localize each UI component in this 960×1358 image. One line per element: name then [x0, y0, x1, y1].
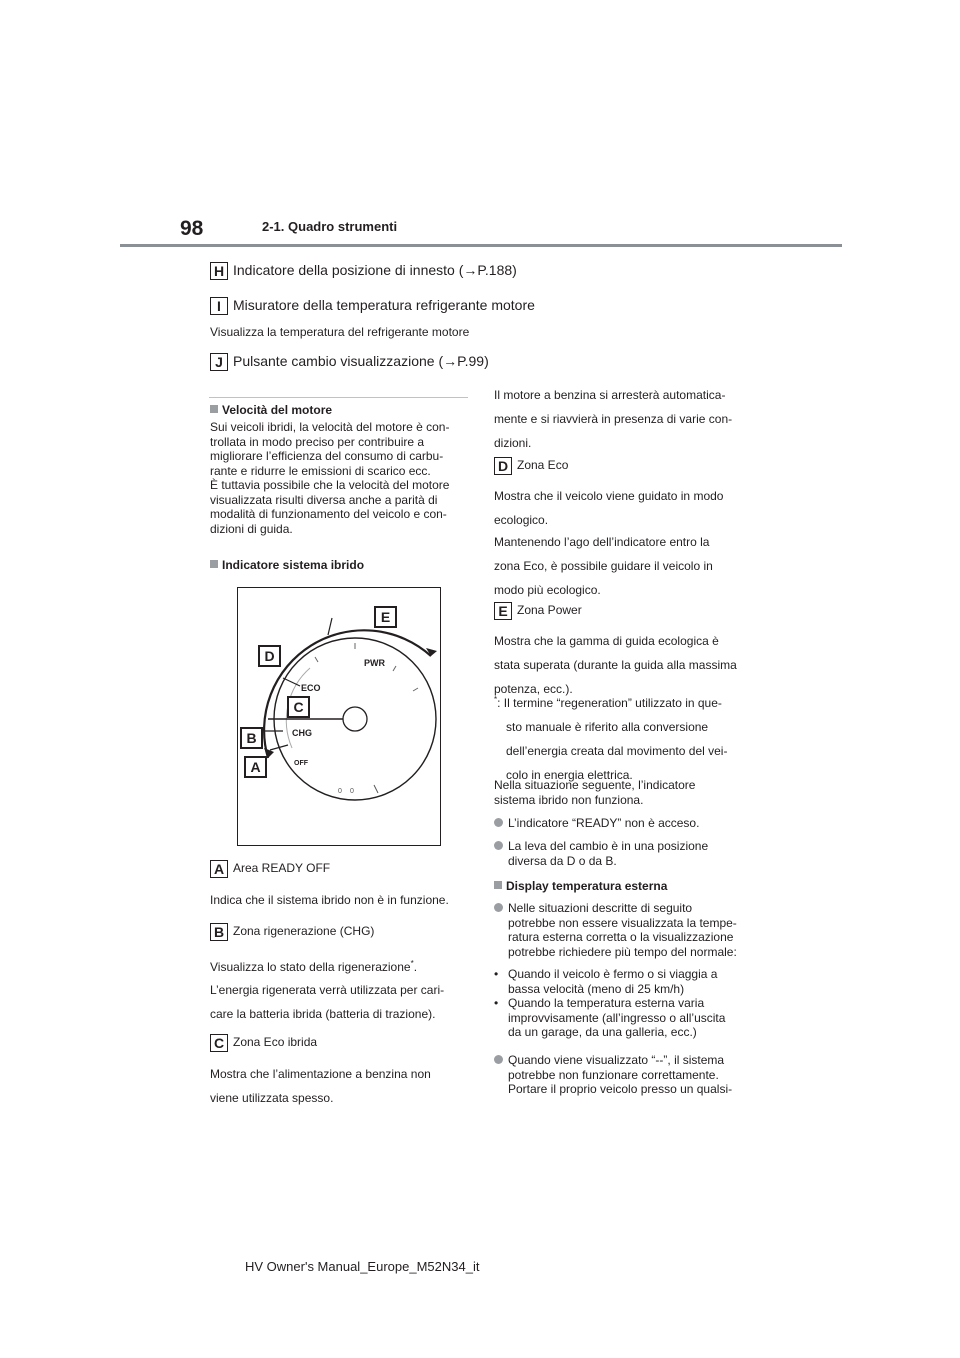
text-line: Nella situazione seguente, l’indicatore: [494, 778, 696, 792]
text-line: È tuttavia possibile che la velocità del motore: [210, 478, 450, 492]
text-line: visualizzata risulti diversa anche a parità di: [210, 492, 438, 507]
letter-box-h: H: [210, 262, 228, 280]
text-line: Portare il proprio veicolo presso un qualsi-: [508, 1082, 733, 1096]
text-line: colo in energia elettrica.: [506, 768, 633, 782]
text-line: sistema ibrido non funziona.: [494, 792, 644, 807]
item-j: [210, 353, 489, 371]
item-c: [210, 1034, 317, 1052]
text-line: La leva del cambio è in una posizione: [508, 839, 709, 853]
text-line: da un garage, da una galleria, ecc.): [508, 1025, 697, 1039]
text-line: Quando il veicolo è fermo o si viaggia a: [508, 967, 718, 981]
text-line: viene utilizzata spesso.: [210, 1091, 334, 1105]
bullet-dot-icon: [494, 818, 503, 827]
square-bullet-icon: [210, 560, 218, 568]
not-working-text: [494, 778, 695, 807]
bullet-dot-icon: [494, 903, 503, 912]
engine-speed-title: Velocità del motore: [222, 403, 333, 417]
item-d-label: Zona Eco: [517, 458, 569, 473]
text-line: potrebbe non funzionare correttamente.: [508, 1067, 719, 1082]
footer-manual-id: HV Owner's Manual_Europe_M52N34_it: [245, 1259, 480, 1274]
figure-label-d: D: [258, 645, 281, 667]
item-b-desc2: [210, 978, 444, 1026]
letter-box-b: B: [210, 923, 228, 941]
text-line: potrebbe richiedere più tempo del normale:: [508, 944, 737, 959]
text-line: Il motore a benzina si arresterà automatica-: [494, 388, 726, 402]
temp-bullet-2: [494, 1053, 732, 1097]
item-i-text: Misuratore della temperatura refrigerante motore: [233, 297, 535, 313]
engine-speed-body: [210, 420, 470, 536]
item-b: [210, 923, 374, 941]
text-line: stata superata (durante la guida alla massima: [494, 658, 737, 672]
text-line: dizioni.: [494, 436, 532, 450]
text-line: mente e si riavvierà in presenza di varie con-: [494, 412, 733, 426]
footnote: [494, 688, 727, 787]
text-line: trollata in modo preciso per contribuire a: [210, 434, 425, 449]
text-line: ecologico.: [494, 513, 549, 527]
text-line: rante e ridurre le emissioni di scarico ecc.: [210, 463, 431, 478]
header-rule: [120, 244, 842, 247]
section-divider: [209, 397, 468, 398]
item-h-text: Indicatore della posizione di innesto (→P.188): [233, 262, 517, 278]
svg-text:0: 0: [338, 788, 342, 795]
footnote-first-line: [494, 688, 727, 715]
page-number: 98: [180, 217, 204, 240]
engine-speed-heading: [210, 403, 332, 418]
item-c-label: Zona Eco ibrida: [233, 1035, 318, 1050]
text-line: improvvisamente (all’ingresso o all’uscita: [508, 1010, 726, 1025]
item-e: [494, 602, 582, 620]
temp-sub-1: • Quando il veicolo è fermo o si viaggia a bassa velocità (meno di 25 km/h): [494, 967, 718, 996]
hybrid-indicator-figure: [237, 587, 441, 846]
text-line: modalità di funzionamento del veicolo e con-: [210, 507, 447, 521]
item-a: [210, 860, 330, 878]
text-line: migliorare l’efficienza del consumo di carbu-: [210, 449, 444, 463]
letter-box-e: E: [494, 602, 512, 620]
text-line: : Il termine “regeneration” utilizzato in que-: [497, 696, 722, 710]
text-line: potrebbe non essere visualizzata la tempe-: [508, 915, 737, 930]
gauge-text-pwr: PWR: [364, 658, 385, 668]
hybrid-title: Indicatore sistema ibrido: [222, 558, 365, 572]
item-e-label: Zona Power: [517, 603, 582, 618]
text-line: ratura esterna corretta o la visualizzazione: [508, 930, 734, 944]
temp-sub-2: • Quando la temperatura esterna varia improvvisamente (all’ingresso o all’uscita da un garage, da una galleria, ecc.): [494, 996, 726, 1039]
bullet-ready: [494, 816, 699, 831]
text-line: Mostra che la gamma di guida ecologica è: [494, 634, 719, 648]
item-c-desc: [210, 1062, 431, 1110]
figure-label-e: E: [374, 606, 397, 628]
hybrid-heading: [210, 558, 364, 573]
square-bullet-icon: [494, 881, 502, 889]
text-line: L’energia rigenerata verrà utilizzata per cari-: [210, 983, 445, 997]
b-desc-text: Visualizza lo stato della rigenerazione: [210, 960, 411, 974]
figure-label-c: C: [287, 696, 310, 718]
text-line: Quando viene visualizzato “--”, il sistema: [508, 1053, 725, 1067]
text-line: care la batteria ibrida (batteria di trazione).: [210, 1007, 436, 1021]
text-line: diversa da D o da B.: [508, 853, 617, 868]
bullet-text: L’indicatore “READY” non è acceso.: [508, 816, 700, 830]
item-h: [210, 262, 517, 280]
figure-label-b: B: [240, 727, 263, 749]
bullet-dot-icon: [494, 841, 503, 850]
text-line: Mostra che l’alimentazione a benzina non: [210, 1067, 431, 1081]
hybrid-gauge-illustration: [238, 588, 440, 845]
svg-text:0: 0: [350, 788, 354, 795]
text-line: potenza, ecc.).: [494, 682, 573, 696]
item-c-continued: [494, 383, 732, 455]
item-a-desc: Indica che il sistema ibrido non è in funzione.: [210, 893, 449, 907]
temp-heading: [494, 879, 667, 894]
text-line: dizioni di guida.: [210, 521, 293, 536]
letter-box-j: J: [210, 353, 228, 371]
letter-box-d: D: [494, 457, 512, 475]
item-d: [494, 457, 568, 475]
item-a-label: Area READY OFF: [233, 861, 331, 876]
footnote-mark: *: [494, 695, 498, 704]
text-line: Mostra che il veicolo viene guidato in modo: [494, 489, 724, 503]
text-line: sto manuale è riferito alla conversione: [506, 720, 709, 734]
text-line: Sui veicoli ibridi, la velocità del motore è con-: [210, 420, 450, 434]
item-b-label: Zona rigenerazione (CHG): [233, 924, 375, 939]
gauge-text-off: OFF: [294, 760, 308, 767]
temp-title: Display temperatura esterna: [506, 879, 668, 893]
item-d-desc1: [494, 484, 723, 532]
item-j-text: Pulsante cambio visualizzazione (→P.99): [233, 353, 489, 369]
letter-box-c: C: [210, 1034, 228, 1052]
letter-box-a: A: [210, 860, 228, 878]
item-d-desc2: [494, 530, 713, 602]
item-b-desc1: [210, 957, 417, 975]
text-line: zona Eco, è possibile guidare il veicolo in: [494, 559, 713, 573]
letter-box-i: I: [210, 297, 228, 315]
item-i-desc: Visualizza la temperatura del refrigerante motore: [210, 325, 470, 339]
text-line: bassa velocità (meno di 25 km/h): [508, 981, 685, 996]
gauge-text-eco: ECO: [301, 683, 321, 693]
footnote-mark: *: [410, 959, 414, 968]
b-desc-end: .: [413, 960, 418, 974]
gauge-text-chg: CHG: [292, 728, 312, 738]
item-i: [210, 297, 535, 315]
text-line: modo più ecologico.: [494, 583, 601, 597]
temp-bullet-1: [494, 901, 737, 959]
section-title: 2-1. Quadro strumenti: [262, 219, 398, 234]
bullet-dot-icon: [494, 1055, 503, 1064]
text-line: dell’energia creata dal movimento del vei-: [506, 744, 728, 758]
text-line: Mantenendo l’ago dell’indicatore entro la: [494, 535, 710, 549]
text-line: Nelle situazioni descritte di seguito: [508, 901, 693, 915]
figure-label-a: A: [244, 756, 267, 778]
square-bullet-icon: [210, 405, 218, 413]
text-line: Quando la temperatura esterna varia: [508, 996, 705, 1010]
bullet-gear: [494, 839, 708, 868]
